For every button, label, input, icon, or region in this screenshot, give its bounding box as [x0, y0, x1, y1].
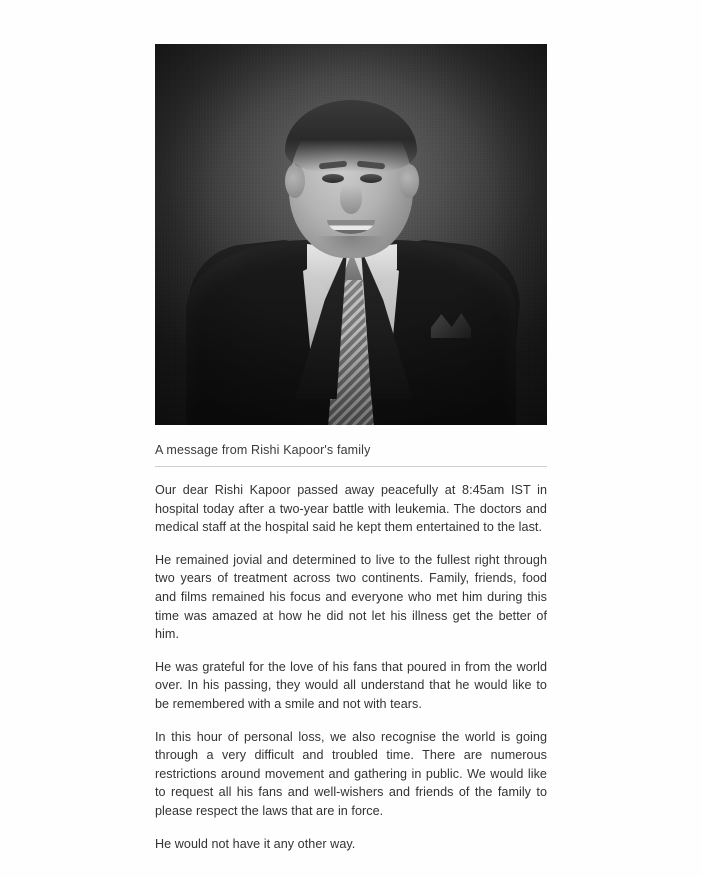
statement-heading: A message from Rishi Kapoor's family [155, 443, 547, 467]
statement-paragraph-3: He was grateful for the love of his fans that poured in from the world over. In his passing, they would all understand that he would like to be remembered with a smile and not with tears. [155, 659, 547, 711]
photo-vignette [155, 44, 547, 425]
statement-text [155, 443, 547, 853]
statement-paragraph-5: He would not have it any other way. [155, 836, 356, 851]
statement-paragraph-2: He remained jovial and determined to live to the fullest right through two years of treatment across two continents. Family, friends, food and films remained his focus and everyone who met him during this time was amazed at how he did not let his illness get the better of him. [155, 552, 547, 642]
statement-paragraph-1: Our dear Rishi Kapoor passed away peacefully at 8:45am IST in hospital today after a two-year battle with leukemia. The doctors and medical staff at the hospital said he kept them entertained to the last. [155, 483, 547, 535]
statement-paragraph-4: In this hour of personal loss, we also recognise the world is going through a very difficult and troubled time. There are numerous restrictions around movement and gathering in public. We would like to request all his fans and well-wishers and friends of the family to please respect the laws that are in force. [155, 729, 547, 818]
portrait-photo [155, 44, 547, 425]
